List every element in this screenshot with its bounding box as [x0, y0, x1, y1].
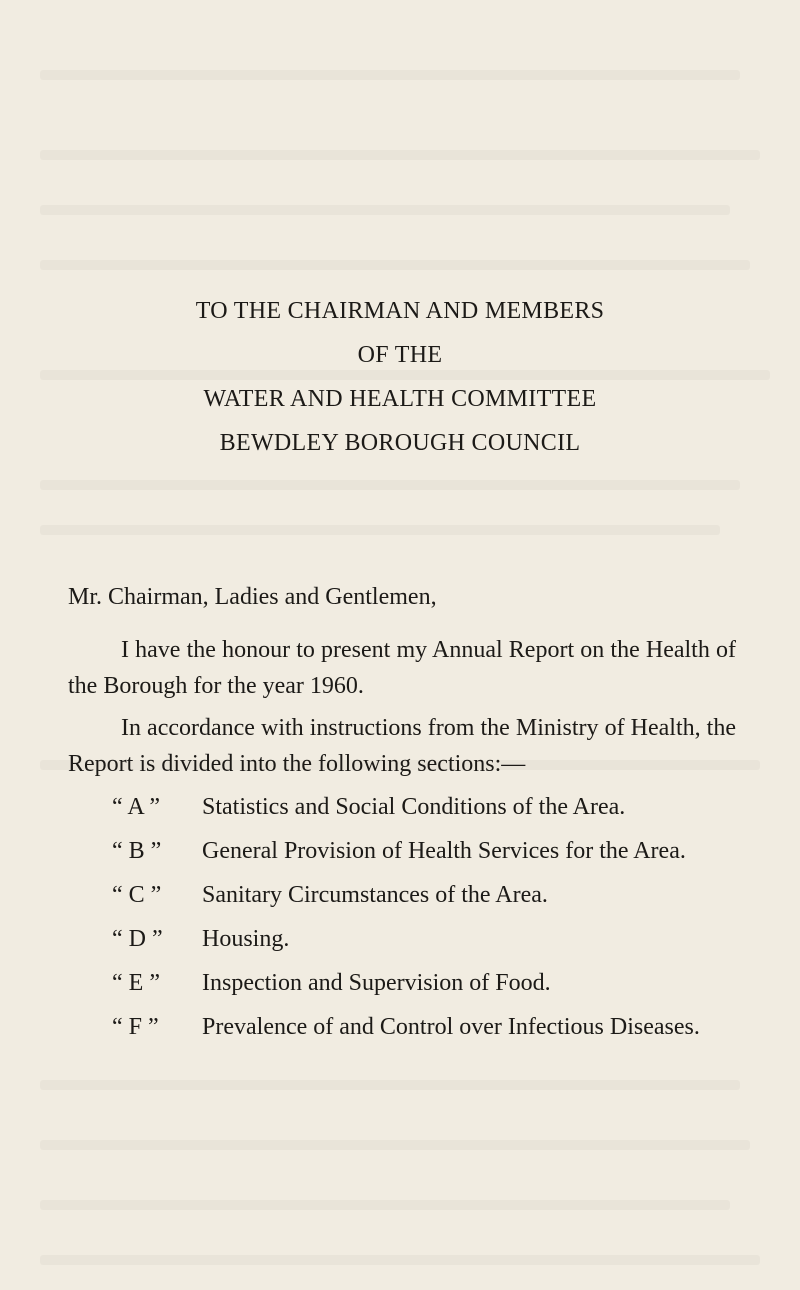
section-letter: “ A ”	[112, 794, 160, 820]
paragraph-intro: I have the honour to present my Annual Report on the Health of the Borough for the year 1960.	[68, 637, 736, 699]
section-letter: “ C ”	[112, 882, 162, 908]
section-description: Sanitary Circumstances of the Area.	[202, 882, 548, 908]
section-letter: “ D ”	[112, 926, 163, 952]
salutation: Mr. Chairman, Ladies and Gentlemen,	[68, 584, 437, 610]
section-letter: “ B ”	[112, 838, 162, 864]
heading-line-2: OF THE	[357, 342, 443, 368]
section-letter: “ E ”	[112, 970, 160, 996]
paragraph-sections-intro: In accordance with instructions from the Ministry of Health, the Report is divided into the following sections:—	[68, 715, 736, 777]
section-description: Inspection and Supervision of Food.	[202, 970, 551, 996]
heading-line-4: BEWDLEY BOROUGH COUNCIL	[219, 430, 581, 456]
section-letter: “ F ”	[112, 1014, 159, 1040]
section-description: Prevalence of and Control over Infectious Diseases.	[202, 1014, 700, 1040]
heading-line-1: TO THE CHAIRMAN AND MEMBERS	[195, 298, 605, 324]
heading-line-3: WATER AND HEALTH COMMITTEE	[203, 386, 597, 412]
section-description: General Provision of Health Services for the Area.	[202, 838, 686, 864]
section-description: Statistics and Social Conditions of the Area.	[202, 794, 626, 820]
section-description: Housing.	[202, 926, 290, 952]
